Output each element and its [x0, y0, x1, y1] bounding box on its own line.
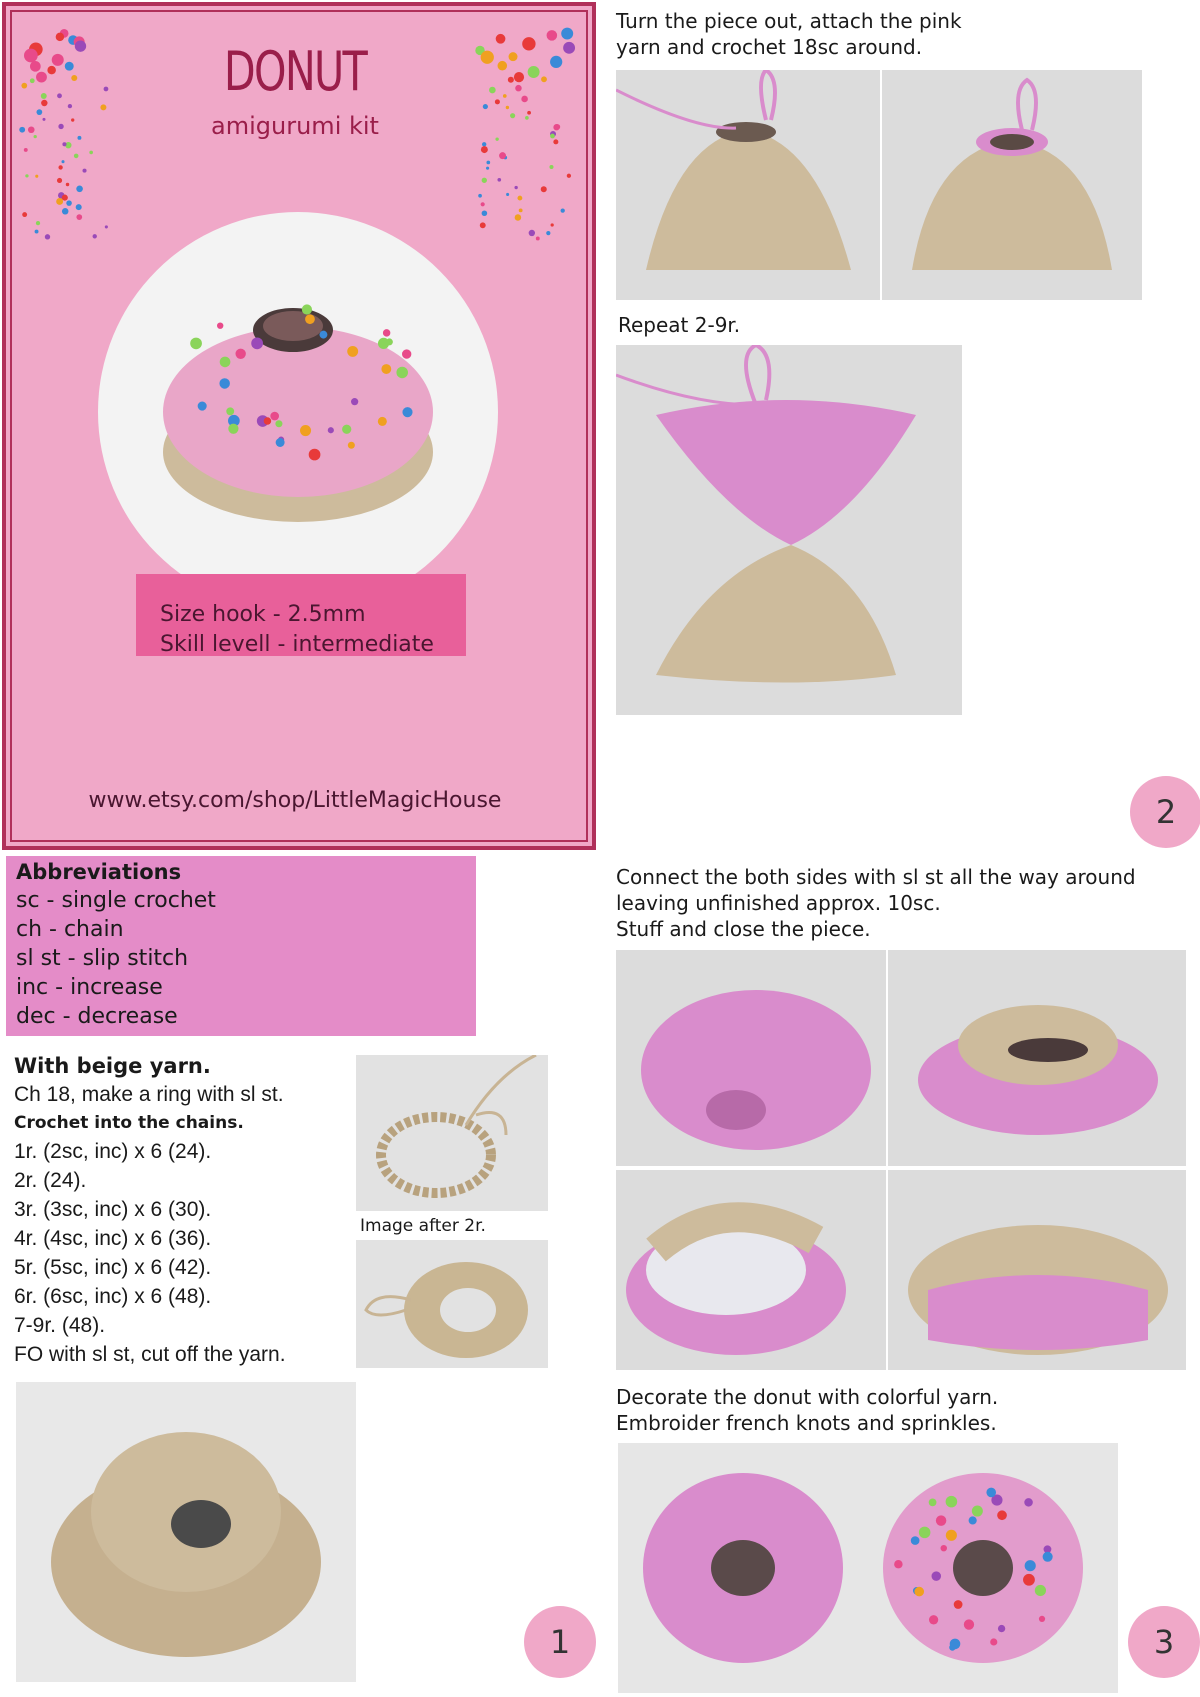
- connect-photo-4: [888, 1170, 1186, 1370]
- caption-line: Connect the both sides with sl st all the way around: [616, 865, 1136, 889]
- sprinkle: [1024, 1498, 1033, 1507]
- confetti-dot: [561, 208, 565, 212]
- confetti-dot: [486, 167, 489, 170]
- sprinkle: [402, 407, 412, 417]
- connect-photo-3: [616, 1170, 886, 1370]
- shop-url[interactable]: www.etsy.com/shop/LittleMagicHouse: [88, 788, 502, 813]
- sprinkle: [198, 401, 207, 410]
- confetti-dot: [30, 61, 41, 72]
- confetti-dot: [22, 212, 27, 217]
- abbreviation-item: ch - chain: [16, 917, 124, 942]
- sprinkle: [220, 357, 231, 368]
- step-decorate-text: [616, 1384, 998, 1436]
- sprinkle: [929, 1498, 937, 1506]
- confetti-dot: [57, 178, 62, 183]
- confetti-dot: [536, 237, 540, 241]
- caption-line: Decorate the donut with colorful yarn.: [616, 1385, 999, 1409]
- confetti-dot: [76, 204, 82, 210]
- sprinkle: [941, 1545, 947, 1551]
- confetti-dot: [563, 42, 575, 54]
- confetti-dot: [478, 194, 482, 198]
- sprinkle: [351, 398, 358, 405]
- confetti-dot: [89, 151, 93, 155]
- sprinkle: [348, 442, 355, 449]
- sprinkle: [946, 1530, 957, 1541]
- sprinkle: [190, 338, 202, 350]
- confetti-dot: [515, 214, 522, 221]
- confetti-dot: [76, 185, 83, 192]
- sprinkle: [1023, 1574, 1035, 1586]
- confetti-dot: [93, 234, 97, 238]
- caption-line: Embroider french knots and sprinkles.: [616, 1411, 997, 1435]
- turn-out-photo-1: [616, 70, 880, 300]
- sprinkle: [969, 1516, 977, 1524]
- confetti-dot: [506, 193, 509, 196]
- sprinkle: [235, 349, 245, 359]
- caption-line: yarn and crochet 18sc around.: [616, 35, 923, 59]
- sprinkle: [319, 331, 327, 339]
- sprinkle: [964, 1619, 974, 1629]
- sprinkle: [997, 1510, 1007, 1520]
- sprinkle: [276, 438, 285, 447]
- sprinkle: [396, 367, 408, 379]
- sprinkle: [1035, 1585, 1046, 1596]
- confetti-dot: [546, 231, 550, 235]
- confetti-dot: [483, 104, 488, 109]
- sprinkle: [264, 417, 271, 424]
- beige-base-photo: [16, 1382, 356, 1682]
- pattern-intro: Ch 18, make a ring with sl st.: [14, 1083, 284, 1106]
- confetti-dot: [481, 146, 488, 153]
- confetti-dot: [567, 174, 571, 178]
- pattern-row: 5r. (5sc, inc) x 6 (42).: [14, 1256, 212, 1279]
- sprinkle: [342, 425, 351, 434]
- abbreviation-item: sc - single crochet: [16, 888, 216, 913]
- confetti-dot: [529, 230, 535, 236]
- abbreviation-item: inc - increase: [16, 975, 163, 1000]
- confetti-dot: [482, 142, 486, 146]
- chain-ring-photo: [356, 1055, 548, 1211]
- confetti-dot: [66, 200, 72, 206]
- skill-level-text: Skill levell - intermediate: [160, 632, 434, 657]
- sprinkle: [226, 407, 234, 415]
- sprinkle: [949, 1644, 955, 1650]
- step-repeat-text: Repeat 2-9r.: [618, 313, 741, 337]
- confetti-dot: [30, 78, 35, 83]
- caption-line: Stuff and close the piece.: [616, 917, 871, 941]
- confetti-dot: [82, 169, 86, 173]
- pattern-row: 1r. (2sc, inc) x 6 (24).: [14, 1140, 212, 1163]
- info-box: [136, 574, 466, 656]
- confetti-dot: [36, 221, 40, 225]
- sprinkle: [1043, 1552, 1053, 1562]
- abbreviations-title: Abbreviations: [16, 860, 182, 884]
- sprinkle: [911, 1536, 920, 1545]
- abbreviation-item: sl st - slip stitch: [16, 946, 189, 971]
- confetti-dot: [66, 183, 69, 186]
- confetti-dot: [62, 160, 65, 163]
- sprinkle: [305, 314, 315, 324]
- page-number-1: 1: [524, 1606, 596, 1678]
- connect-photo-1: [616, 950, 886, 1166]
- sprinkle: [946, 1496, 958, 1508]
- confetti-dot: [56, 198, 63, 205]
- confetti-dot: [25, 174, 28, 177]
- sprinkle: [986, 1488, 996, 1498]
- confetti-dot: [35, 230, 39, 234]
- confetti-dot: [21, 83, 27, 89]
- confetti-dot: [551, 223, 554, 226]
- sprinkle: [919, 1527, 931, 1539]
- sprinkle: [383, 329, 390, 336]
- sprinkle: [302, 304, 312, 314]
- sprinkle: [1025, 1560, 1036, 1571]
- finished-donut-illustration: [98, 212, 498, 612]
- confetti-dot: [499, 152, 506, 159]
- abbreviations-box: [6, 856, 476, 1036]
- sprinkle: [251, 337, 263, 349]
- sprinkle: [228, 424, 238, 434]
- confetti-dot: [35, 175, 38, 178]
- pattern-subheading: Crochet into the chains.: [14, 1113, 244, 1133]
- step-connect-text: [616, 864, 1136, 942]
- sprinkle: [300, 425, 311, 436]
- sprinkle: [1039, 1616, 1045, 1622]
- sprinkle: [954, 1600, 963, 1609]
- confetti-dot: [519, 208, 523, 212]
- confetti-dot: [58, 165, 62, 169]
- repeat-photo: [616, 345, 962, 715]
- pattern-row: 3r. (3sc, inc) x 6 (30).: [14, 1198, 212, 1221]
- confetti-dot: [547, 30, 558, 41]
- confetti-dot: [24, 148, 28, 152]
- sprinkle: [914, 1587, 924, 1597]
- page-number-2: 2: [1130, 776, 1200, 848]
- sprinkle: [402, 349, 411, 358]
- sprinkle: [998, 1625, 1005, 1632]
- confetti-dot: [553, 139, 558, 144]
- pattern-row: 7-9r. (48).: [14, 1314, 106, 1337]
- cover-subtitle: amigurumi kit: [211, 112, 379, 140]
- sprinkle: [990, 1638, 997, 1645]
- confetti-dot: [550, 56, 562, 68]
- sprinkle: [929, 1615, 938, 1624]
- confetti-dot: [541, 186, 547, 192]
- confetti-dot: [45, 234, 50, 239]
- confetti-dot: [481, 202, 485, 206]
- sprinkle: [347, 346, 358, 357]
- decorate-photo: [618, 1443, 1118, 1693]
- confetti-dot: [100, 104, 106, 110]
- sprinkle: [386, 338, 393, 345]
- sprinkle: [381, 364, 391, 374]
- cover-title: DONUT: [223, 40, 367, 103]
- confetti-dot: [68, 104, 72, 108]
- confetti-dot: [506, 106, 509, 109]
- pattern-row: FO with sl st, cut off the yarn.: [14, 1343, 286, 1366]
- pattern-row: 2r. (24).: [14, 1169, 87, 1192]
- abbreviation-item: dec - decrease: [16, 1004, 178, 1029]
- confetti-dot: [561, 28, 573, 40]
- sprinkle: [936, 1515, 946, 1525]
- sprinkle: [217, 322, 223, 328]
- confetti-dot: [76, 214, 82, 220]
- step-turn-out-text: [616, 8, 962, 60]
- confetti-dot: [62, 195, 68, 201]
- confetti-dot: [549, 165, 553, 169]
- sprinkle: [219, 378, 229, 388]
- confetti-dot: [24, 49, 38, 63]
- confetti-dot: [517, 196, 522, 201]
- sprinkle: [894, 1560, 902, 1568]
- confetti-dot: [62, 208, 69, 215]
- pattern-row: 6r. (6sc, inc) x 6 (48).: [14, 1285, 212, 1308]
- sprinkle: [972, 1506, 983, 1517]
- confetti-dot: [482, 178, 487, 183]
- sprinkle: [932, 1571, 942, 1581]
- sprinkle: [275, 420, 282, 427]
- confetti-dot: [514, 186, 517, 189]
- connect-photo-2: [888, 950, 1186, 1166]
- after-2r-photo: [356, 1240, 548, 1368]
- pattern-row: 4r. (4sc, inc) x 6 (36).: [14, 1227, 212, 1250]
- page-number-3: 3: [1128, 1606, 1200, 1678]
- pattern-heading: With beige yarn.: [14, 1054, 211, 1078]
- confetti-dot: [486, 161, 490, 165]
- turn-out-photo-2: [882, 70, 1142, 300]
- caption-line: Turn the piece out, attach the pink: [616, 9, 962, 33]
- confetti-dot: [74, 154, 79, 159]
- donut-photo-circle: [98, 212, 498, 612]
- hook-size-text: Size hook - 2.5mm: [160, 602, 366, 627]
- sprinkle: [378, 417, 387, 426]
- confetti-dot: [497, 178, 501, 182]
- sprinkle: [309, 449, 321, 461]
- caption-line: leaving unfinished approx. 10sc.: [616, 891, 941, 915]
- sprinkle: [328, 427, 334, 433]
- image-caption: Image after 2r.: [360, 1216, 486, 1236]
- confetti-dot: [62, 142, 66, 146]
- sprinkle: [270, 412, 279, 421]
- pattern-instructions: [14, 1052, 286, 1369]
